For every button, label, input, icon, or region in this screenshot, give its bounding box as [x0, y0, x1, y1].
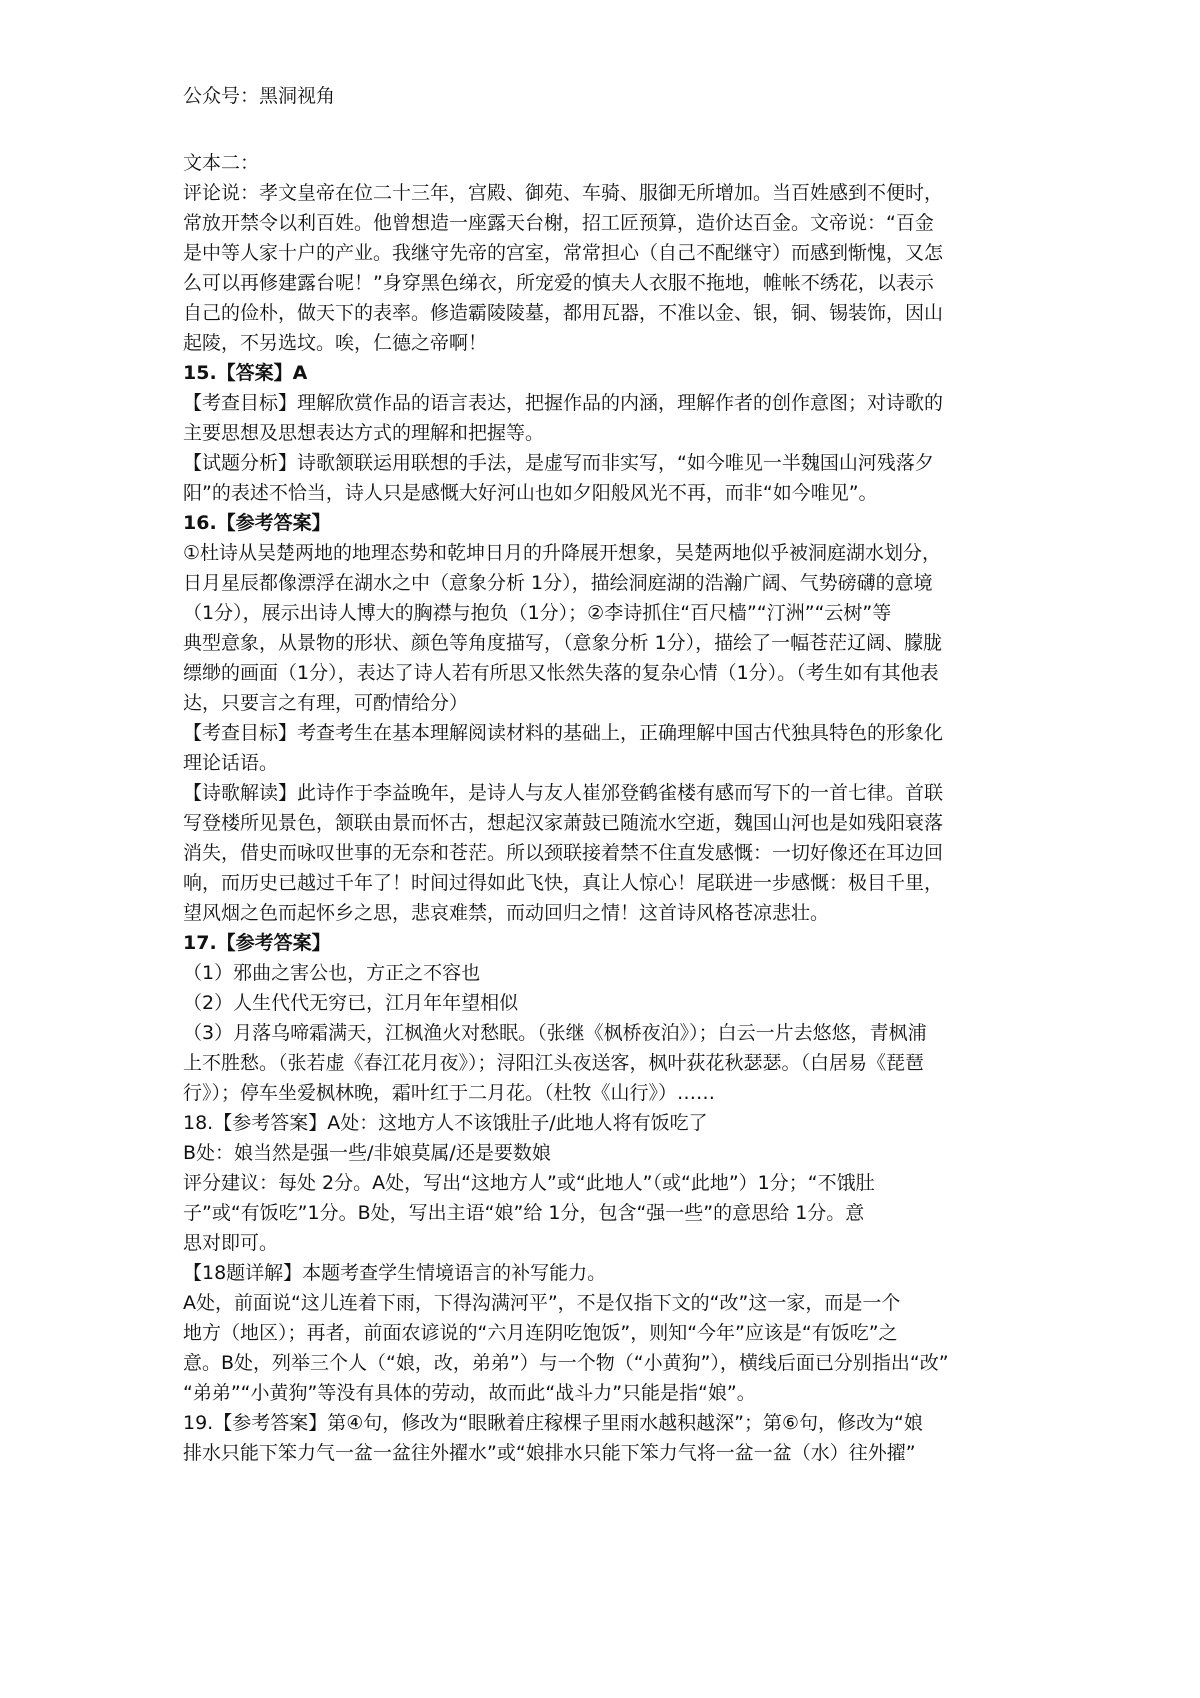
text-line: 日月星辰都像漂浮在湖水之中（意象分析 1分），描绘洞庭湖的浩瀚广阔、气势磅礴的意境 — [183, 572, 933, 594]
question-17-heading: 17.【参考答案】 — [183, 932, 331, 954]
text-line: 写登楼所见景色，颔联由景而怀古，想起汉家萧鼓已随流水空逝，魏国山河也是如残阳衰落 — [183, 812, 944, 834]
question-16-heading: 16.【参考答案】 — [183, 512, 331, 534]
header-account-line: 公众号：黑洞视角 — [183, 86, 336, 107]
text-line: 典型意象，从景物的形状、颜色等角度描写，（意象分析 1分），描绘了一幅苍茫辽阔、朦胧 — [183, 632, 943, 654]
text-line: （1）邪曲之害公也，方正之不容也 — [183, 962, 481, 984]
text-line: 子”或“有饭吃”1分。B处，写出主语“娘”给 1分，包含“强一些”的意思给 1分。意 — [183, 1202, 865, 1224]
document-body — [183, 86, 1033, 1468]
text-line: 自己的俭朴，做天下的表率。修造霸陵陵墓，都用瓦器，不准以金、银，铜、锡装饰，因山 — [183, 302, 944, 324]
text-line: 评分建议：每处 2分。A处，写出“这地方人”或“此地人”（或“此地”）1分；“不饿肚 — [183, 1172, 875, 1194]
text-line: 阳”的表述不恰当，诗人只是感慨大好河山也如夕阳般风光不再，而非“如今唯见”。 — [183, 482, 878, 504]
text-line: 主要思想及思想表达方式的理解和把握等。 — [183, 422, 545, 444]
text-line: 意。B处，列举三个人（“娘，改，弟弟”）与一个物（“小黄狗”），横线后面已分别指出“改” — [183, 1352, 949, 1374]
text-line: （2）人生代代无穷已，江月年年望相似 — [183, 992, 519, 1014]
text-line: 望风烟之色而起怀乡之思，悲哀难禁，而动回归之情！这首诗风格苍凉悲壮。 — [183, 902, 830, 924]
text-line: “弟弟”“小黄狗”等没有具体的劳动，故而此“战斗力”只能是指“娘”。 — [183, 1382, 756, 1404]
text-line: 思对即可。 — [183, 1232, 279, 1254]
text-line: 【试题分析】诗歌颔联运用联想的手法，是虚写而非实写，“如今唯见一半魏国山河残落夕 — [183, 452, 934, 474]
text-line: B处：娘当然是强一些/非娘莫属/还是要数娘 — [183, 1142, 551, 1164]
text-line: 起陵，不另选坟。唉，仁德之帝啊！ — [183, 332, 488, 354]
text-line: 响，而历史已越过千年了！时间过得如此飞快，真让人惊心！尾联进一步感慨：极目千里， — [183, 872, 944, 894]
text-line: 么可以再修建露台呢！”身穿黑色绨衣，所宠爱的慎夫人衣服不拖地，帷帐不绣花，以表示 — [183, 272, 934, 294]
text-line: （3）月落乌啼霜满天，江枫渔火对愁眠。（张继《枫桥夜泊》）；白云一片去悠悠，青枫浦 — [183, 1022, 927, 1044]
text-line: 理论话语。 — [183, 752, 279, 774]
text-line: 【考查目标】理解欣赏作品的语言表达，把握作品的内涵，理解作者的创作意图；对诗歌的 — [183, 392, 944, 414]
text-line: 上不胜愁。（张若虚《春江花月夜》）；浔阳江头夜送客，枫叶荻花秋瑟瑟。（白居易《琵琶 — [183, 1052, 925, 1074]
text-line: 文本二： — [183, 152, 260, 174]
text-line: 【诗歌解读】此诗作于李益晚年，是诗人与友人崔邠登鹤雀楼有感而写下的一首七律。首联 — [183, 782, 944, 804]
question-18-heading: 18.【参考答案】A处：这地方人不该饿肚子/此地人将有饭吃了 — [183, 1112, 708, 1134]
question-19-heading: 19.【参考答案】第④句，修改为“眼瞅着庄稼棵子里雨水越积越深”；第⑥句，修改为“娘 — [183, 1412, 923, 1434]
text-line: 排水只能下笨力气一盆一盆往外擢水”或“娘排水只能下笨力气将一盆一盆（水）往外擢” — [183, 1442, 916, 1464]
text-line: ①杜诗从吴楚两地的地理态势和乾坤日月的升降展开想象，吴楚两地似乎被洞庭湖水划分， — [183, 542, 942, 564]
text-line: 评论说：孝文皇帝在位二十三年，宫殿、御苑、车骑、服御无所增加。当百姓感到不便时， — [183, 182, 944, 204]
question-15-heading: 15.【答案】A — [183, 362, 308, 384]
text-line: 【18题详解】本题考查学生情境语言的补写能力。 — [183, 1262, 607, 1284]
text-line: 地方（地区）；再者，前面农谚说的“六月连阴吃饱饭”，则知“今年”应该是“有饭吃”之 — [183, 1322, 898, 1344]
text-line: 行》）；停车坐爱枫林晚，霜叶红于二月花。（杜牧《山行》）…… — [183, 1082, 716, 1104]
text-line: 是中等人家十户的产业。我继守先帝的宫室，常常担心（自己不配继守）而感到惭愧，又怎 — [183, 242, 944, 264]
text-line: 达，只要言之有理，可酌情给分） — [183, 692, 469, 714]
text-line: （1分），展示出诗人博大的胸襟与抱负（1分）；②李诗抓住“百尺樯”“汀洲”“云树”等 — [183, 602, 892, 624]
text-line: 消失，借史而咏叹世事的无奈和苍茫。所以颈联接着禁不住直发感慨：一切好像还在耳边回 — [183, 842, 944, 864]
text-line: 缥缈的画面（1分），表达了诗人若有所思又怅然失落的复杂心情（1分）。（考生如有其他表 — [183, 662, 939, 684]
text-line: 【考查目标】考查考生在基本理解阅读材料的基础上，正确理解中国古代独具特色的形象化 — [183, 722, 944, 744]
text-line: A处，前面说“这儿连着下雨，下得沟满河平”，不是仅指下文的“改”这一家，而是一个 — [183, 1292, 901, 1314]
text-line: 常放开禁令以利百姓。他曾想造一座露天台榭，招工匠预算，造价达百金。文帝说：“百金 — [183, 212, 934, 234]
